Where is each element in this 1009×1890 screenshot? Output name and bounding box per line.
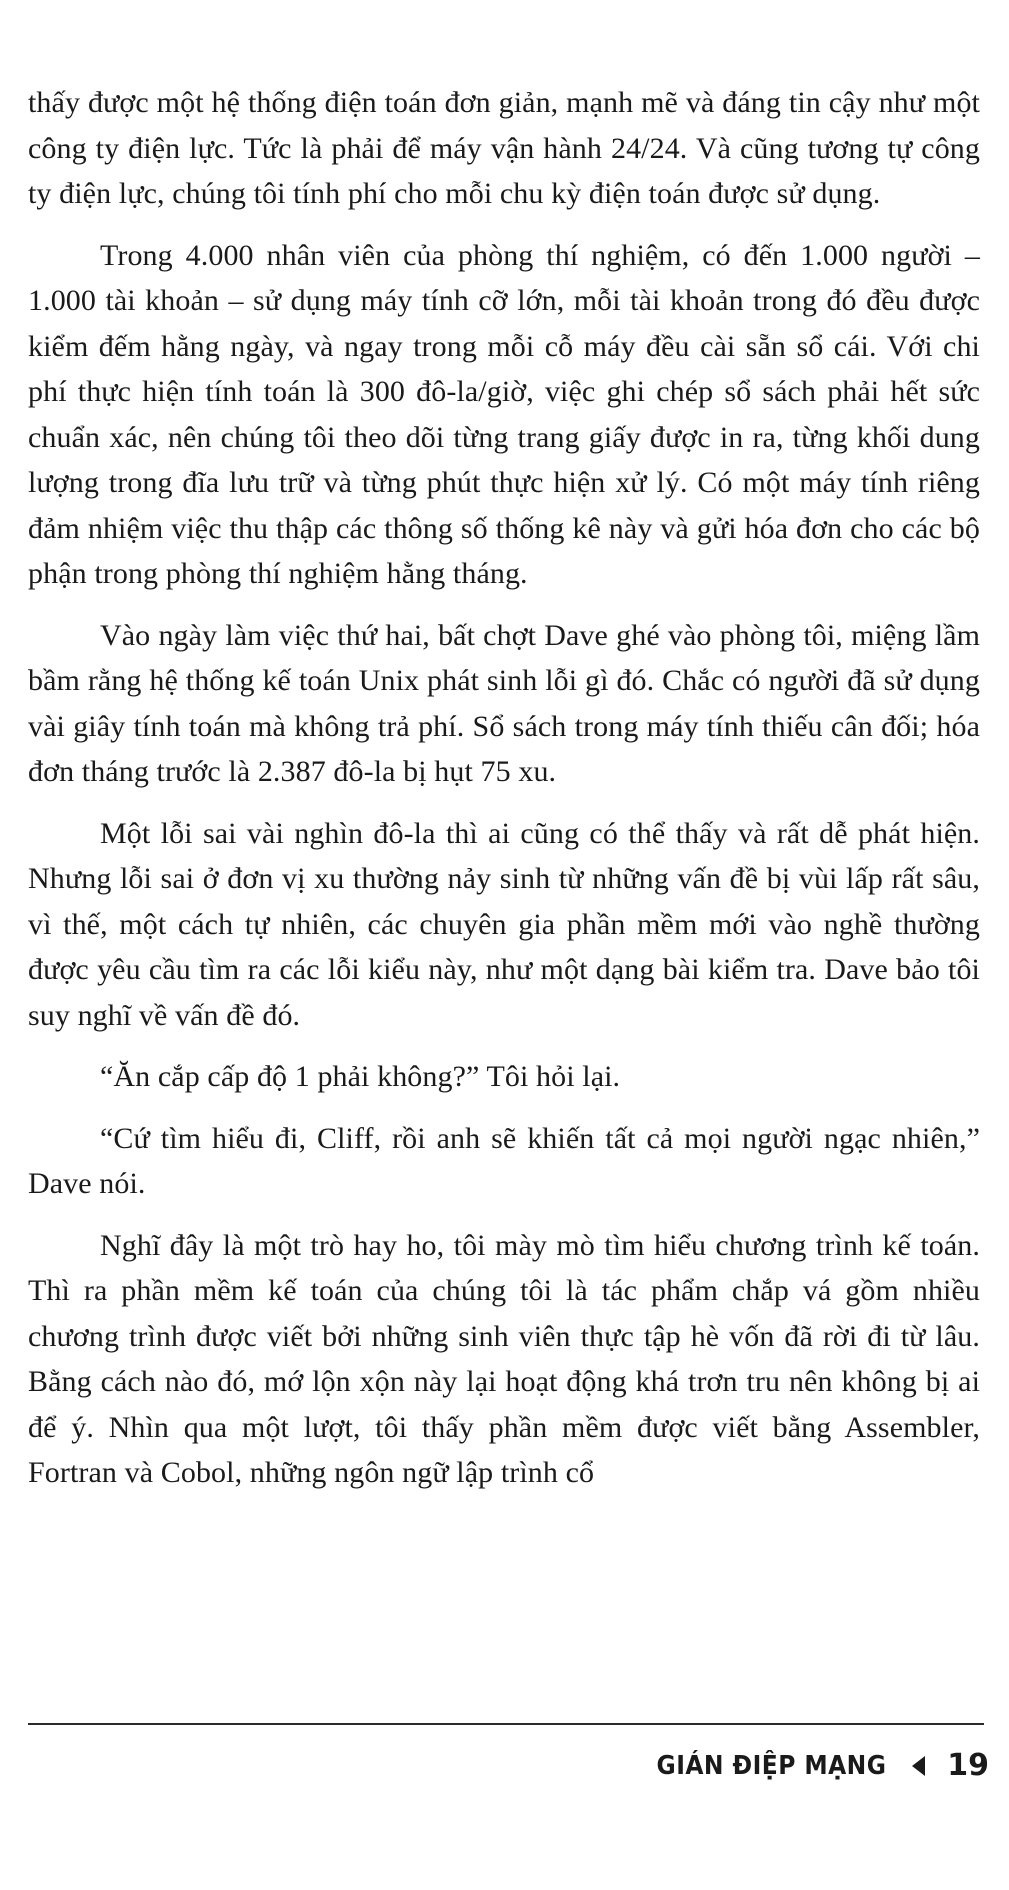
paragraph: Nghĩ đây là một trò hay ho, tôi mày mò tìm hiểu chương trình kế toán. Thì ra phần mềm kế toán của chúng tôi là tác phẩm chắp vá gồm nhiều chương trình được viết bởi những sinh viên thực tập hè vốn đã rời đi từ lâu. Bằng cách nào đó, mớ lộn xộn này lại hoạt động khá trơn tru nên không bị ai để ý. Nhìn qua một lượt, tôi thấy phần mềm được viết bằng Assembler, Fortran và Cobol, những ngôn ngữ lập trình cổ	[28, 1228, 980, 1489]
paragraph-dialogue: “Ăn cắp cấp độ 1 phải không?” Tôi hỏi lại.	[100, 1060, 621, 1093]
body-text	[28, 80, 980, 1512]
paragraph-dialogue: “Cứ tìm hiểu đi, Cliff, rồi anh sẽ khiến tất cả mọi người ngạc nhiên,” Dave nói.	[28, 1121, 980, 1200]
left-triangle-icon	[912, 1756, 925, 1776]
paragraph: Trong 4.000 nhân viên của phòng thí nghiệm, có đến 1.000 người – 1.000 tài khoản – sử dụng máy tính cỡ lớn, mỗi tài khoản trong đó đều được kiểm đếm hằng ngày, và ngay trong mỗi cỗ máy đều cài sẵn sổ cái. Với chi phí thực hiện tính toán là 300 đô-la/giờ, việc ghi chép sổ sách phải hết sức chuẩn xác, nên chúng tôi theo dõi từng trang giấy được in ra, từng khối dung lượng trong đĩa lưu trữ và từng phút thực hiện xử lý. Có một máy tính riêng đảm nhiệm việc thu thập các thông số thống kê này và gửi hóa đơn cho các bộ phận trong phòng thí nghiệm hằng tháng.	[28, 238, 980, 590]
page-number: 19	[947, 1748, 989, 1783]
paragraph: Vào ngày làm việc thứ hai, bất chợt Dave ghé vào phòng tôi, miệng lầm bầm rằng hệ thống kế toán Unix phát sinh lỗi gì đó. Chắc có người đã sử dụng vài giây tính toán mà không trả phí. Sổ sách trong máy tính thiếu cân đối; hóa đơn tháng trước là 2.387 đô-la bị hụt 75 xu.	[28, 618, 980, 788]
paragraph: Một lỗi sai vài nghìn đô-la thì ai cũng có thể thấy và rất dễ phát hiện. Nhưng lỗi sai ở đơn vị xu thường nảy sinh từ những vấn đề bị vùi lấp rất sâu, vì thế, một cách tự nhiên, các chuyên gia phần mềm mới vào nghề thường được yêu cầu tìm ra các lỗi kiểu này, như một dạng bài kiểm tra. Dave bảo tôi suy nghĩ về vấn đề đó.	[28, 816, 980, 1032]
paragraph-continuation: thấy được một hệ thống điện toán đơn giản, mạnh mẽ và đáng tin cậy như một công ty điện lực. Tức là phải để máy vận hành 24/24. Và cũng tương tự công ty điện lực, chúng tôi tính phí cho mỗi chu kỳ điện toán được sử dụng.	[28, 86, 980, 210]
page-footer	[631, 1748, 989, 1783]
running-title: GIÁN ĐIỆP MẠNG	[656, 1750, 887, 1781]
footer-divider	[28, 1723, 984, 1725]
